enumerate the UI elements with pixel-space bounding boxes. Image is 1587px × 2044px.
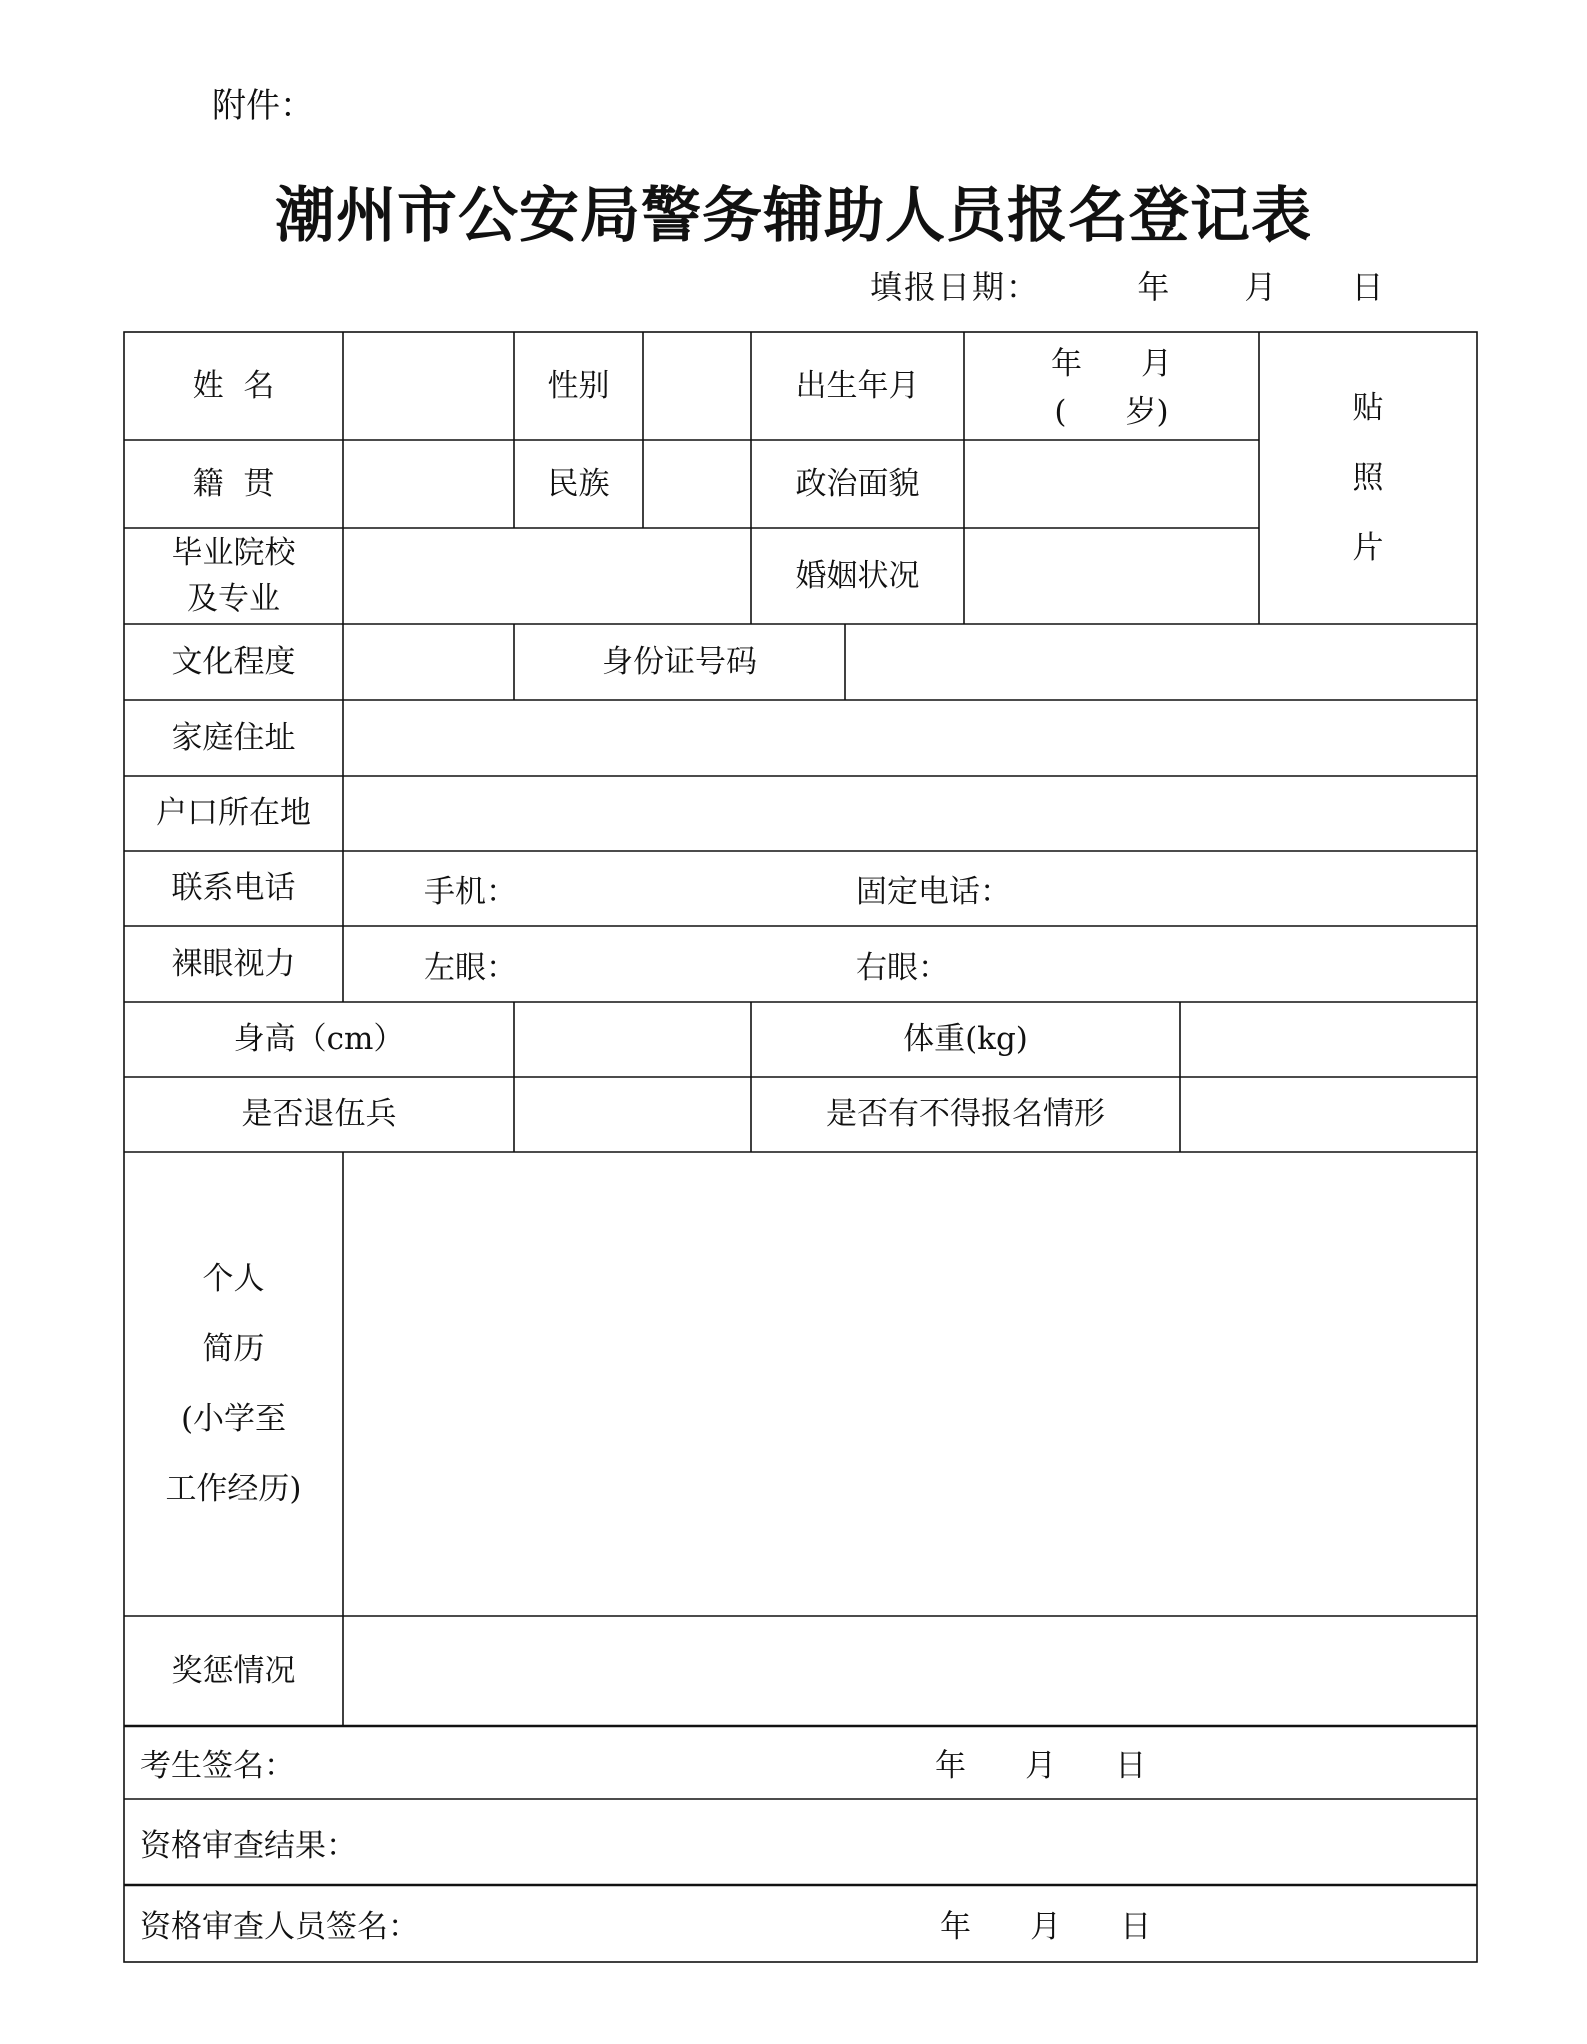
veteran-label: 是否退伍兵 [241, 1096, 397, 1133]
resume-field[interactable] [343, 1152, 1477, 1616]
gender-label: 性别 [547, 367, 610, 404]
review-result-field[interactable] [370, 1799, 1470, 1885]
id-number-field[interactable] [845, 624, 1477, 700]
disqualifying-field[interactable] [1180, 1077, 1477, 1152]
landline-label: 固定电话： [856, 874, 1011, 910]
reviewer-date: 年 月 日 [940, 1909, 1152, 1945]
rewards-punishments-field[interactable] [343, 1616, 1477, 1726]
ethnicity-label: 民族 [547, 465, 610, 502]
applicant-signature-field[interactable] [300, 1726, 900, 1799]
rewards-punishments-label: 奖惩情况 [171, 1652, 296, 1689]
photo-placeholder[interactable]: 贴 照 片 [1352, 390, 1384, 566]
political-status-label: 政治面貌 [795, 465, 920, 502]
height-label: 身高（cm） [233, 1021, 405, 1058]
reviewer-signature-field[interactable] [420, 1885, 900, 1962]
education-field[interactable] [343, 624, 514, 700]
household-registration-label: 户口所在地 [156, 795, 311, 832]
native-place-label: 籍 贯 [192, 465, 275, 502]
right-eye-label: 右眼： [856, 949, 949, 986]
school-major-field[interactable] [343, 528, 751, 624]
birth-field[interactable] [964, 332, 1259, 440]
review-result-label: 资格审查结果： [140, 1827, 357, 1864]
landline-field[interactable] [1000, 851, 1470, 926]
birth-year-month: 年 月 [1050, 345, 1173, 382]
applicant-signature-label: 考生签名： [140, 1748, 295, 1784]
mobile-field[interactable] [510, 851, 840, 926]
native-place-field[interactable] [343, 440, 514, 528]
ethnicity-field[interactable] [643, 440, 751, 528]
birth-age: ( 岁) [1054, 393, 1169, 430]
name-field[interactable] [343, 332, 514, 440]
mobile-label: 手机： [424, 874, 517, 910]
height-field[interactable] [514, 1002, 751, 1077]
education-label: 文化程度 [171, 643, 296, 680]
reviewer-signature-label: 资格审查人员签名： [140, 1909, 419, 1945]
marital-status-field[interactable] [964, 528, 1259, 624]
id-number-label: 身份证号码 [602, 643, 757, 680]
weight-label: 体重(kg) [903, 1021, 1028, 1058]
right-eye-field[interactable] [950, 926, 1470, 1002]
left-eye-field[interactable] [510, 926, 840, 1002]
veteran-field[interactable] [514, 1077, 751, 1152]
home-address-field[interactable] [343, 700, 1477, 776]
political-status-field[interactable] [964, 440, 1259, 528]
signature-date: 年 月 日 [935, 1748, 1147, 1784]
weight-field[interactable] [1180, 1002, 1477, 1077]
school-major-label: 毕业院校 及专业 [171, 534, 296, 617]
vision-label: 裸眼视力 [171, 945, 296, 982]
left-eye-label: 左眼： [424, 949, 517, 986]
marital-status-label: 婚姻状况 [795, 557, 920, 594]
name-label: 姓 名 [192, 367, 275, 404]
form-title: 潮州市公安局警务辅助人员报名登记表 [275, 181, 1312, 251]
phone-label: 联系电话 [171, 870, 296, 907]
fill-date: 填报日期： 年 月 日 [870, 268, 1386, 306]
attachment-label: 附件： [212, 86, 314, 126]
resume-label: 个人 简历 (小学至 工作经历) [165, 1261, 302, 1507]
gender-field[interactable] [643, 332, 751, 440]
birth-label: 出生年月 [795, 367, 920, 404]
home-address-label: 家庭住址 [171, 719, 296, 756]
disqualifying-label: 是否有不得报名情形 [826, 1096, 1105, 1133]
household-registration-field[interactable] [343, 776, 1477, 851]
